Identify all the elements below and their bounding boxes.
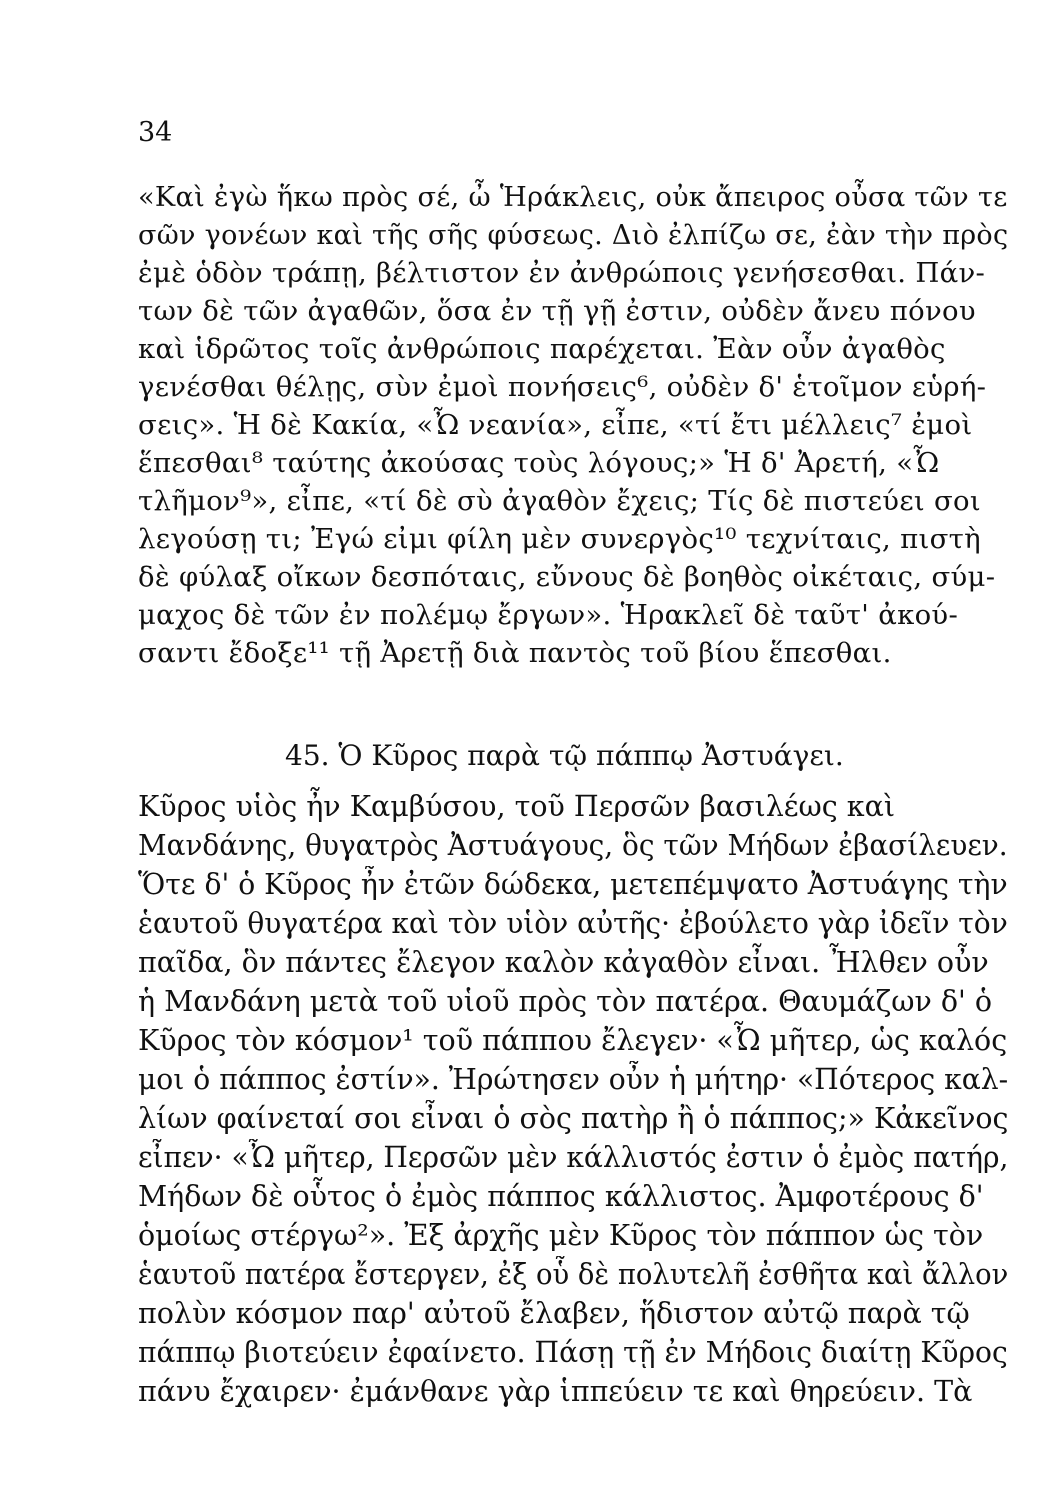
passage-heracles [138, 178, 1008, 672]
text-line: λεγούσῃ τι; Ἐγώ εἰμι φίλη μὲν συνεργὸς¹⁰ τεχνίταις, πιστὴ [138, 523, 981, 555]
page-number: 34 [138, 117, 173, 148]
text-line: Ὅτε δ' ὁ Κῦρος ἦν ἐτῶν δώδεκα, μετεπέμψατο Ἀστυάγης τὴν [138, 868, 1008, 901]
text-line: παῖδα, ὃν πάντες ἔλεγον καλὸν κἀγαθὸν εἶναι. Ἦλθεν οὖν [138, 946, 989, 979]
text-line: ἕπεσθαι⁸ ταύτης ἀκούσας τοὺς λόγους;» Ἡ δ' Ἀρετή, «Ὦ [138, 447, 940, 479]
text-line: «Καὶ ἐγὼ ἥκω πρὸς σέ, ὦ Ἡράκλεις, οὐκ ἄπειρος οὖσα τῶν τε [138, 181, 1008, 213]
text-line: Κῦρος τὸν κόσμον¹ τοῦ πάππου ἔλεγεν· «Ὦ μῆτερ, ὡς καλός [138, 1024, 1008, 1057]
text-line: Κῦρος υἱὸς ἦν Καμβύσου, τοῦ Περσῶν βασιλέως καὶ [138, 790, 896, 823]
text-line: σῶν γονέων καὶ τῆς σῆς φύσεως. Διὸ ἐλπίζω σε, ἐὰν τὴν πρὸς [138, 219, 1009, 251]
text-line: εἶπεν· «Ὦ μῆτερ, Περσῶν μὲν κάλλιστός ἐστιν ὁ ἐμὸς πατήρ, [138, 1141, 1009, 1174]
text-line: πολὺν κόσμον παρ' αὐτοῦ ἔλαβεν, ἥδιστον αὐτῷ παρὰ τῷ [138, 1297, 970, 1330]
text-line: Μανδάνης, θυγατρὸς Ἀστυάγους, ὃς τῶν Μήδων ἐβασίλευεν. [138, 829, 1008, 862]
text-line: ἐμὲ ὁδὸν τράπῃ, βέλτιστον ἐν ἀνθρώποις γενήσεσθαι. Πάν- [138, 257, 986, 289]
section-heading: 45. Ὁ Κῦρος παρὰ τῷ πάππῳ Ἀστυάγει. [285, 739, 844, 772]
text-line: λίων φαίνεταί σοι εἶναι ὁ σὸς πατὴρ ἢ ὁ πάππος;» Κἀκεῖνος [138, 1102, 1009, 1135]
text-line: πάππῳ βιοτεύειν ἐφαίνετο. Πάσῃ τῇ ἐν Μήδοις διαίτῃ Κῦρος [138, 1336, 1008, 1369]
text-line: καὶ ἱδρῶτος τοῖς ἀνθρώποις παρέχεται. Ἐὰν οὖν ἀγαθὸς [138, 333, 946, 365]
text-line: πάνυ ἔχαιρεν· ἐμάνθανε γὰρ ἱππεύειν τε καὶ θηρεύειν. Τὰ [138, 1375, 973, 1408]
text-line: μαχος δὲ τῶν ἐν πολέμῳ ἔργων». Ἡρακλεῖ δὲ ταῦτ' ἀκού- [138, 599, 959, 631]
text-line: γενέσθαι θέλῃς, σὺν ἐμοὶ πονήσεις⁶, οὐδὲν δ' ἑτοῖμον εὑρή- [138, 371, 987, 403]
text-line: σαντι ἔδοξε¹¹ τῇ Ἀρετῇ διὰ παντὸς τοῦ βίου ἕπεσθαι. [138, 637, 892, 669]
text-line: τλῆμον⁹», εἶπε, «τί δὲ σὺ ἀγαθὸν ἔχεις; Τίς δὲ πιστεύει σοι [138, 485, 981, 517]
text-line: ὁμοίως στέργω²». Ἐξ ἀρχῆς μὲν Κῦρος τὸν πάππον ὡς τὸν [138, 1219, 984, 1252]
text-line: Μήδων δὲ οὗτος ὁ ἐμὸς πάππος κάλλιστος. Ἀμφοτέρους δ' [138, 1180, 984, 1213]
text-line: δὲ φύλαξ οἴκων δεσπόταις, εὔνους δὲ βοηθὸς οἰκέταις, σύμ- [138, 561, 996, 593]
text-line: των δὲ τῶν ἀγαθῶν, ὅσα ἐν τῇ γῇ ἐστιν, οὐδὲν ἄνευ πόνου [138, 295, 976, 327]
text-line: ἡ Μανδάνη μετὰ τοῦ υἱοῦ πρὸς τὸν πατέρα. Θαυμάζων δ' ὁ [138, 985, 993, 1018]
text-line: ἑαυτοῦ πατέρα ἔστεργεν, ἐξ οὗ δὲ πολυτελῆ ἐσθῆτα καὶ ἄλλον [138, 1258, 1009, 1291]
text-line: σεις». Ἡ δὲ Κακία, «Ὦ νεανία», εἶπε, «τί ἔτι μέλλεις⁷ ἐμοὶ [138, 409, 973, 441]
text-line: μοι ὁ πάππος ἐστίν». Ἠρώτησεν οὖν ἡ μήτηρ· «Πότερος καλ- [138, 1063, 1009, 1096]
passage-cyrus [138, 787, 1008, 1411]
text-line: ἑαυτοῦ θυγατέρα καὶ τὸν υἱὸν αὐτῆς· ἐβούλετο γὰρ ἰδεῖν τὸν [138, 907, 1008, 940]
